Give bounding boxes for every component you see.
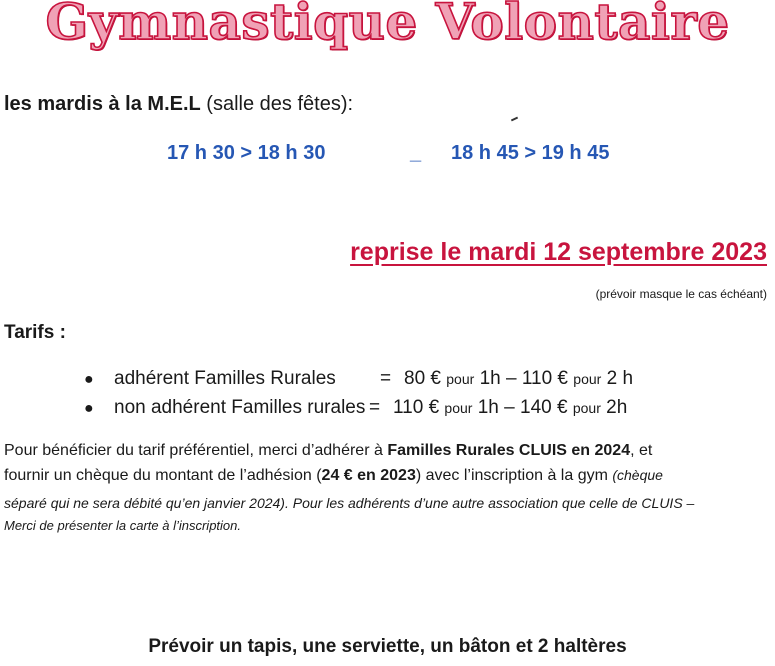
info-text: fournir un chèque du montant de l’adhésion (	[4, 467, 322, 484]
schedule-line	[4, 93, 353, 116]
tarif-price-1: 110 €	[393, 397, 440, 418]
time-slot-2: 18 h 45 > 19 h 45	[451, 142, 610, 164]
tarif-pour: pour	[444, 400, 473, 416]
tarif-row	[84, 397, 627, 419]
info-text: Pour bénéficier du tarif préférentiel, merci d’adhérer à	[4, 442, 388, 459]
tarifs-title: Tarifs :	[4, 322, 66, 343]
info-adhesion-amount: 24 € en 2023	[321, 467, 416, 484]
info-paragraph-line: Merci de présenter la carte à l’inscription.	[4, 518, 241, 533]
tarif-duration-1: 1h	[479, 368, 501, 389]
tarif-price-2: 110 €	[521, 368, 568, 389]
tarif-pour: pour	[573, 371, 602, 387]
info-paragraph-line	[4, 467, 770, 485]
tarif-row	[84, 368, 633, 390]
tarif-label: non adhérent Familles rurales	[114, 397, 366, 418]
tarif-label: adhérent Familles Rurales	[114, 368, 336, 389]
tarif-duration-2: 2h	[606, 397, 628, 418]
page-title: Gymnastique Volontaire	[45, 0, 730, 51]
masque-note: (prévoir masque le cas échéant)	[595, 287, 767, 301]
tarif-dash: –	[506, 368, 517, 389]
bullet-icon: ●	[84, 400, 94, 417]
tarif-equals: =	[369, 397, 381, 418]
time-slot-1: 17 h 30 > 18 h 30	[167, 142, 326, 164]
reprise-date: reprise le mardi 12 septembre 2023	[350, 238, 767, 266]
tarif-duration-2: 2 h	[606, 368, 634, 389]
equipment-note: Prévoir un tapis, une serviette, un bâton et 2 haltères	[148, 636, 627, 657]
info-text: , et	[630, 442, 653, 459]
info-note: (chèque	[612, 467, 663, 483]
tarif-pour: pour	[572, 400, 601, 416]
schedule-location: les mardis à la M.E.L	[4, 93, 201, 115]
time-separator: _	[410, 142, 422, 164]
tarif-equals: =	[380, 368, 392, 389]
stray-mark	[511, 117, 518, 122]
tarif-pour: pour	[446, 371, 475, 387]
info-association: Familles Rurales CLUIS en 2024	[387, 442, 631, 459]
tarif-price-1: 80 €	[404, 368, 441, 389]
tarif-dash: –	[504, 397, 515, 418]
info-text: ) avec l’inscription à la gym	[415, 467, 613, 484]
bullet-icon: ●	[84, 371, 94, 388]
info-paragraph-line	[4, 442, 770, 460]
info-paragraph-line: séparé qui ne sera débité qu’en janvier 2024). Pour les adhérents d’une autre association que celle de CLUIS –	[4, 495, 695, 511]
tarif-duration-1: 1h	[477, 397, 499, 418]
tarif-price-2: 140 €	[520, 397, 568, 418]
schedule-venue: (salle des fêtes):	[200, 93, 354, 115]
